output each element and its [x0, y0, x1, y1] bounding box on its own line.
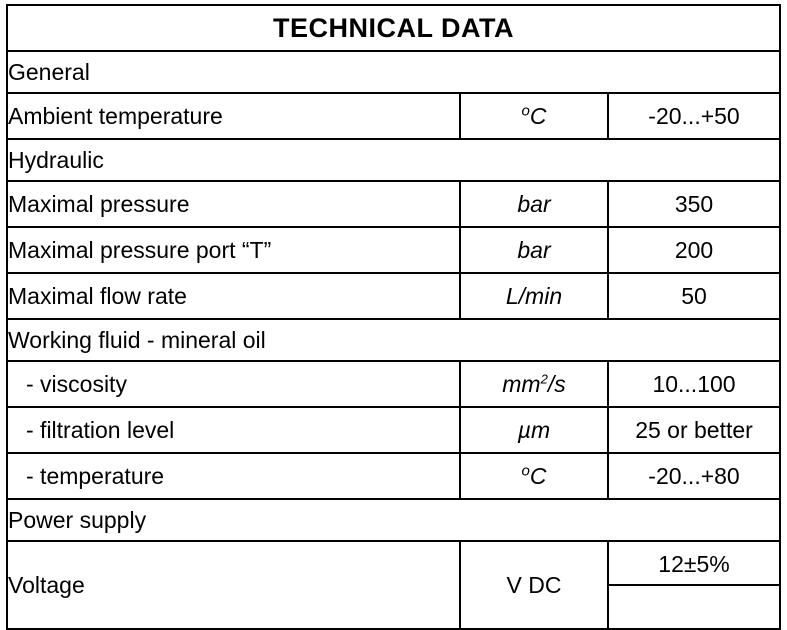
table-row-section-power-supply — [7, 499, 780, 541]
row-label-maximal-flow-rate: Maximal flow rate — [7, 273, 460, 319]
row-value-maximal-pressure: 350 — [608, 181, 780, 227]
row-label-ambient-temperature: Ambient temperature — [7, 93, 460, 139]
table-row-maximal-pressure-port-t — [7, 227, 780, 273]
row-unit-maximal-pressure: bar — [460, 181, 608, 227]
row-label-fluid-temperature: - temperature — [7, 453, 460, 499]
row-label-filtration-level: - filtration level — [7, 407, 460, 453]
table-row-title — [7, 5, 780, 51]
row-label-maximal-pressure: Maximal pressure — [7, 181, 460, 227]
row-value-ambient-temperature: -20...+50 — [608, 93, 780, 139]
table-row-filtration-level — [7, 407, 780, 453]
page-title: TECHNICAL DATA — [7, 5, 780, 51]
row-value-fluid-temperature: -20...+80 — [608, 453, 780, 499]
degree-symbol: o — [521, 461, 530, 479]
degree-symbol: o — [521, 101, 530, 119]
row-value-viscosity: 10...100 — [608, 361, 780, 407]
row-unit-fluid-temperature — [460, 453, 608, 499]
row-unit-filtration-level: µm — [460, 407, 608, 453]
row-unit-ambient-temperature — [460, 93, 608, 139]
row-unit-maximal-pressure-port-t: bar — [460, 227, 608, 273]
section-header-working-fluid: Working fluid - mineral oil — [7, 319, 780, 361]
table-row-section-working-fluid — [7, 319, 780, 361]
unit-exponent: 2 — [540, 370, 548, 386]
table-row-voltage — [7, 541, 780, 629]
row-value-voltage-secondary — [609, 586, 779, 627]
table-row-maximal-flow-rate — [7, 273, 780, 319]
row-label-maximal-pressure-port-t: Maximal pressure port “T” — [7, 227, 460, 273]
table-row-maximal-pressure — [7, 181, 780, 227]
row-value-maximal-flow-rate: 50 — [608, 273, 780, 319]
row-label-viscosity: - viscosity — [7, 361, 460, 407]
row-value-voltage — [608, 541, 780, 629]
unit-text: C — [529, 462, 547, 489]
unit-base: mm — [502, 370, 541, 397]
section-header-hydraulic: Hydraulic — [7, 139, 780, 181]
row-value-maximal-pressure-port-t: 200 — [608, 227, 780, 273]
row-unit-voltage: V DC — [460, 541, 608, 629]
row-unit-maximal-flow-rate: L/min — [460, 273, 608, 319]
table-row-ambient-temperature — [7, 93, 780, 139]
row-value-voltage-primary: 12±5% — [609, 543, 779, 586]
row-label-voltage: Voltage — [7, 541, 460, 629]
row-unit-viscosity — [460, 361, 608, 407]
table-row-section-general — [7, 51, 780, 93]
technical-data-table — [6, 4, 781, 630]
section-header-power-supply: Power supply — [7, 499, 780, 541]
table-row-section-hydraulic — [7, 139, 780, 181]
table-row-fluid-temperature — [7, 453, 780, 499]
unit-text: C — [529, 102, 547, 129]
table-row-viscosity — [7, 361, 780, 407]
unit-tail: /s — [547, 370, 566, 397]
section-header-general: General — [7, 51, 780, 93]
row-value-filtration-level: 25 or better — [608, 407, 780, 453]
